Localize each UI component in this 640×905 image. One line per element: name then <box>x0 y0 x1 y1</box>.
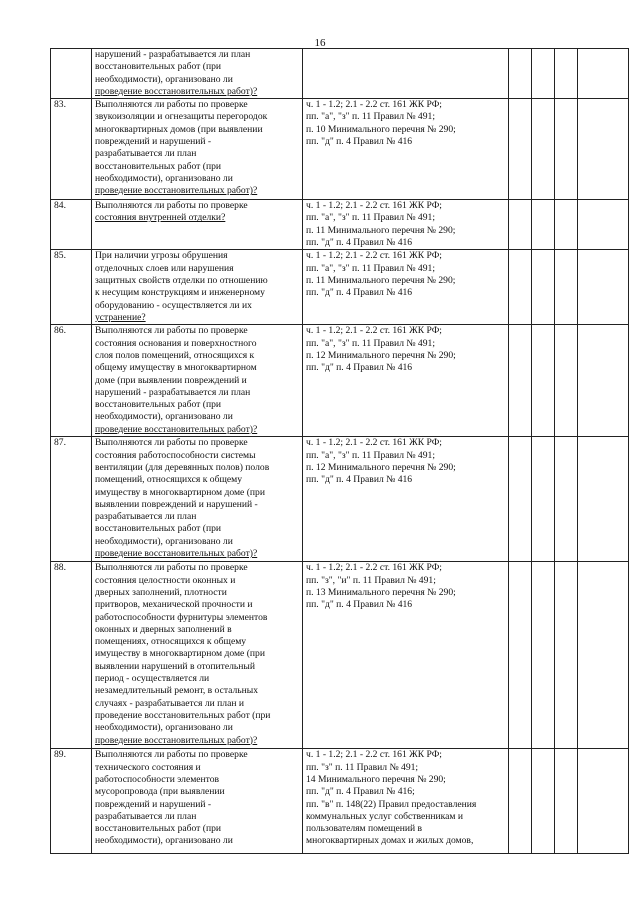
note-cell <box>578 562 629 749</box>
answer-yes-cell <box>509 437 532 562</box>
reference-line: ч. 1 - 1.2; 2.1 - 2.2 ст. 161 ЖК РФ; <box>306 200 442 212</box>
table-row <box>51 250 629 325</box>
question-line: восстановительных работ (при <box>95 160 222 172</box>
question-line: восстановительных работ (при <box>95 399 222 411</box>
answer-yes-cell <box>509 99 532 200</box>
question-line: выявлении повреждений и нарушений - <box>95 498 258 510</box>
question-line: При наличии угрозы обрушения <box>95 250 228 262</box>
question-line: проведение восстановительных работ)? <box>95 734 258 746</box>
reference-line: ч. 1 - 1.2; 2.1 - 2.2 ст. 161 ЖК РФ; <box>306 250 442 262</box>
question-line: Выполняются ли работы по проверке <box>95 325 248 337</box>
answer-no-cell <box>532 562 555 749</box>
reference-line: пользователям помещений в <box>306 823 423 835</box>
table-row <box>51 562 629 749</box>
reference-line: пп. "д" п. 4 Правил № 416 <box>306 474 413 486</box>
question-line: Выполняются ли работы по проверке <box>95 99 248 111</box>
question-line: незамедлительный ремонт, в остальных <box>95 685 259 697</box>
reference-cell <box>303 437 509 562</box>
reference-line: ч. 1 - 1.2; 2.1 - 2.2 ст. 161 ЖК РФ; <box>306 99 442 111</box>
answer-yes-cell <box>509 325 532 437</box>
answer-no-cell <box>532 749 555 854</box>
answer-yes-cell <box>509 49 532 99</box>
question-line: оконных и дверных заполнений в <box>95 623 232 635</box>
note-cell <box>578 749 629 854</box>
question-line: слоя полов помещений, относящихся к <box>95 349 255 361</box>
question-line: имуществу в многоквартирном доме (при <box>95 648 265 660</box>
note-cell <box>578 200 629 250</box>
reference-line: ч. 1 - 1.2; 2.1 - 2.2 ст. 161 ЖК РФ; <box>306 437 442 449</box>
question-line: необходимости), организовано ли <box>95 835 233 847</box>
question-cell <box>92 250 303 325</box>
page-number: 16 <box>314 37 326 49</box>
table-body <box>51 49 629 854</box>
row-number: 85. <box>54 250 66 262</box>
question-line: имуществу в многоквартирном доме (при <box>95 486 265 498</box>
answer-yes-cell <box>509 200 532 250</box>
answer-yes-cell <box>509 562 532 749</box>
reference-line: ч. 1 - 1.2; 2.1 - 2.2 ст. 161 ЖК РФ; <box>306 562 442 574</box>
question-line: вентиляции (для деревянных полов) полов <box>95 461 270 473</box>
number-cell <box>51 99 92 200</box>
question-line: доме (при выявлении повреждений и <box>95 374 247 386</box>
question-line: нарушений - разрабатывается ли план <box>95 49 251 60</box>
question-line: состояния основания и поверхностного <box>95 337 257 349</box>
number-cell <box>51 250 92 325</box>
reference-line: п. 11 Минимального перечня № 290; <box>306 274 456 286</box>
reference-line: коммунальных услуг собственникам и <box>306 810 464 822</box>
question-line: необходимости), организовано ли <box>95 411 233 423</box>
reference-line: пп. "д" п. 4 Правил № 416 <box>306 599 413 611</box>
table-row-continuation <box>51 49 629 99</box>
reference-line: п. 13 Минимального перечня № 290; <box>306 586 456 598</box>
reference-cell <box>303 250 509 325</box>
question-line: необходимости), организовано ли <box>95 73 233 85</box>
note-cell <box>578 325 629 437</box>
question-line: проведение восстановительных работ)? <box>95 548 258 560</box>
reference-line: ч. 1 - 1.2; 2.1 - 2.2 ст. 161 ЖК РФ; <box>306 749 442 761</box>
table-row <box>51 325 629 437</box>
number-cell <box>51 749 92 854</box>
question-cell <box>92 749 303 854</box>
note-cell <box>578 49 629 99</box>
answer-no-cell <box>532 200 555 250</box>
question-line: Выполняются ли работы по проверке <box>95 200 248 212</box>
question-line: повреждений и нарушений - <box>95 136 212 148</box>
number-cell <box>51 437 92 562</box>
answer-no-cell <box>532 437 555 562</box>
answer-no-cell <box>532 49 555 99</box>
question-line: выявлении нарушений в отопительный <box>95 660 256 672</box>
question-line: устранение? <box>95 311 146 323</box>
note-cell <box>578 437 629 562</box>
question-line: необходимости), организовано ли <box>95 535 233 547</box>
question-line: проведение восстановительных работ)? <box>95 85 258 97</box>
reference-line: пп. "д" п. 4 Правил № 416 <box>306 136 413 148</box>
question-line: состояния целостности оконных и <box>95 574 236 586</box>
answer-yes-cell <box>509 749 532 854</box>
question-line: Выполняются ли работы по проверке <box>95 749 248 761</box>
question-line: к несущим конструкциям и инженерному <box>95 287 265 299</box>
reference-line: пп. "а", "з" п. 11 Правил № 491; <box>306 337 435 349</box>
question-line: технического состояния и <box>95 761 201 773</box>
reference-line: пп. "а", "з" п. 11 Правил № 491; <box>306 449 435 461</box>
question-line: работоспособности элементов <box>95 773 220 785</box>
reference-line: пп. "з" п. 11 Правил № 491; <box>306 761 419 773</box>
reference-line: ч. 1 - 1.2; 2.1 - 2.2 ст. 161 ЖК РФ; <box>306 325 442 337</box>
number-cell <box>51 200 92 250</box>
question-line: повреждений и нарушений - <box>95 798 212 810</box>
question-line: притворов, механической прочности и <box>95 599 253 611</box>
table-row <box>51 749 629 854</box>
reference-cell <box>303 200 509 250</box>
checklist-table <box>50 48 629 854</box>
reference-line: пп. "д" п. 4 Правил № 416 <box>306 362 413 374</box>
question-line: звукоизоляции и огнезащиты перегородок <box>95 111 268 123</box>
question-line: восстановительных работ (при <box>95 823 222 835</box>
question-line: разрабатывается ли план <box>95 511 197 523</box>
reference-cell <box>303 325 509 437</box>
answer-na-cell <box>555 200 578 250</box>
answer-yes-cell <box>509 250 532 325</box>
question-line: восстановительных работ (при <box>95 523 222 535</box>
question-line: проведение восстановительных работ)? <box>95 423 258 435</box>
question-line: состояния внутренней отделки? <box>95 212 226 224</box>
question-cell <box>92 562 303 749</box>
number-cell <box>51 49 92 99</box>
reference-line: многоквартирных домах и жилых домов, <box>306 835 474 847</box>
reference-line: пп. "а", "з" п. 11 Правил № 491; <box>306 212 435 224</box>
question-line: общему имуществу в многоквартирном <box>95 362 257 374</box>
question-line: проведение восстановительных работ)? <box>95 185 258 197</box>
answer-no-cell <box>532 250 555 325</box>
question-line: нарушений - разрабатывается ли план <box>95 386 251 398</box>
table-row <box>51 437 629 562</box>
reference-cell <box>303 562 509 749</box>
question-line: отделочных слоев или нарушения <box>95 262 234 274</box>
question-line: помещений, относящихся к общему <box>95 474 242 486</box>
answer-na-cell <box>555 437 578 562</box>
row-number: 84. <box>54 200 66 212</box>
reference-line: пп. "д" п. 4 Правил № 416 <box>306 237 413 249</box>
question-line: защитных свойств отделки по отношению <box>95 274 268 286</box>
reference-line: пп. "а", "з" п. 11 Правил № 491; <box>306 262 435 274</box>
reference-cell <box>303 49 509 99</box>
reference-line: пп. "д" п. 4 Правил № 416 <box>306 287 413 299</box>
question-cell <box>92 437 303 562</box>
question-line: разрабатывается ли план <box>95 810 197 822</box>
question-cell <box>92 99 303 200</box>
table-row <box>51 99 629 200</box>
number-cell <box>51 562 92 749</box>
note-cell <box>578 99 629 200</box>
reference-line: пп. "в" п. 148(22) Правил предоставления <box>306 798 477 810</box>
reference-line: п. 12 Минимального перечня № 290; <box>306 349 456 361</box>
reference-line: п. 10 Минимального перечня № 290; <box>306 123 456 135</box>
question-line: необходимости), организовано ли <box>95 172 233 184</box>
answer-na-cell <box>555 562 578 749</box>
answer-na-cell <box>555 749 578 854</box>
answer-na-cell <box>555 99 578 200</box>
question-line: случаях - разрабатывается ли план и <box>95 697 245 709</box>
reference-line: п. 12 Минимального перечня № 290; <box>306 461 456 473</box>
question-line: мусоропровода (при выявлении <box>95 786 225 798</box>
question-cell <box>92 325 303 437</box>
reference-line: пп. "а", "з" п. 11 Правил № 491; <box>306 111 435 123</box>
question-line: помещениях, относящихся к общему <box>95 636 247 648</box>
question-line: проведение восстановительных работ (при <box>95 709 271 721</box>
answer-na-cell <box>555 325 578 437</box>
question-line: восстановительных работ (при <box>95 61 222 73</box>
answer-no-cell <box>532 325 555 437</box>
row-number: 89. <box>54 749 66 761</box>
question-line: Выполняются ли работы по проверке <box>95 562 248 574</box>
question-line: Выполняются ли работы по проверке <box>95 437 248 449</box>
question-line: разрабатывается ли план <box>95 148 197 160</box>
row-number: 88. <box>54 562 66 574</box>
question-line: период - осуществляется ли <box>95 673 210 685</box>
row-number: 86. <box>54 325 66 337</box>
note-cell <box>578 250 629 325</box>
question-cell <box>92 200 303 250</box>
reference-cell <box>303 749 509 854</box>
answer-na-cell <box>555 250 578 325</box>
reference-line: 14 Минимального перечня № 290; <box>306 773 446 785</box>
reference-line: п. 11 Минимального перечня № 290; <box>306 224 456 236</box>
reference-line: пп. "з", "и" п. 11 Правил № 491; <box>306 574 436 586</box>
question-line: необходимости), организовано ли <box>95 722 233 734</box>
question-line: многоквартирных домов (при выявлении <box>95 123 263 135</box>
number-cell <box>51 325 92 437</box>
question-line: оборудованию - осуществляется ли их <box>95 299 252 311</box>
row-number: 83. <box>54 99 66 111</box>
reference-cell <box>303 99 509 200</box>
table-row <box>51 200 629 250</box>
row-number: 87. <box>54 437 66 449</box>
reference-line: пп. "д" п. 4 Правил № 416; <box>306 786 415 798</box>
question-line: дверных заполнений, плотности <box>95 586 227 598</box>
question-cell <box>92 49 303 99</box>
question-line: работоспособности фурнитуры элементов <box>95 611 268 623</box>
answer-no-cell <box>532 99 555 200</box>
question-line: состояния работоспособности системы <box>95 449 256 461</box>
answer-na-cell <box>555 49 578 99</box>
